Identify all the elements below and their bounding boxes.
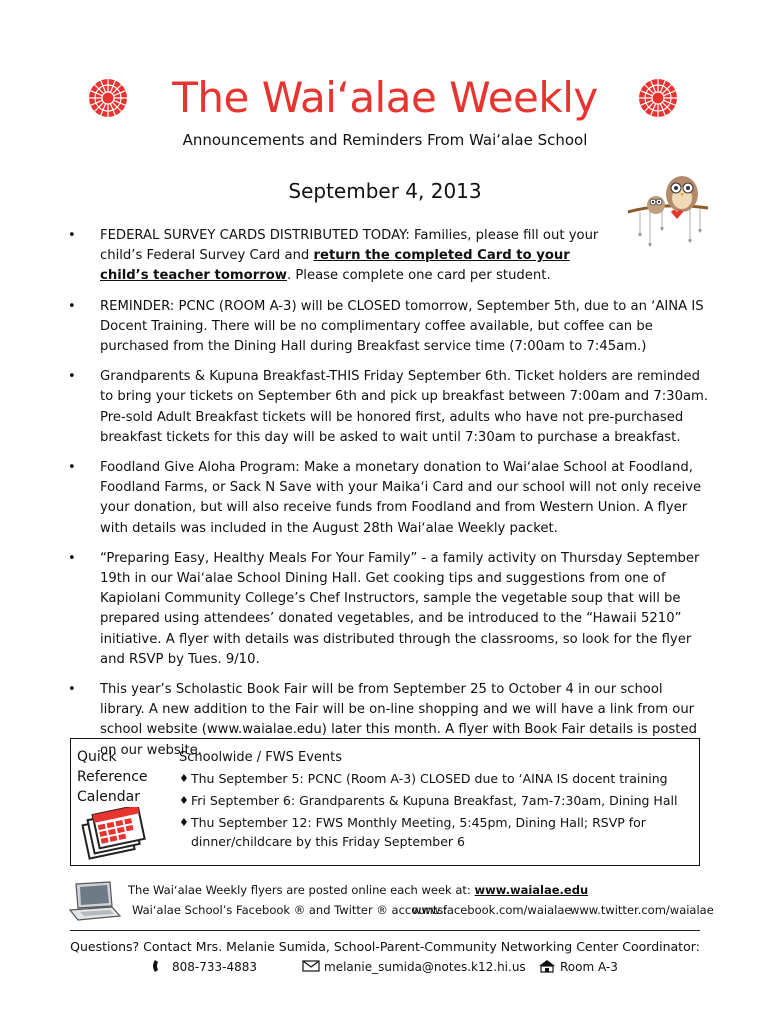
announcement-emphasis: return the completed Card to your child’s teacher tomorrow [100, 248, 570, 284]
room-icon [538, 959, 556, 973]
announcement-item [60, 297, 710, 358]
event-item: ♦ Thu September 5: PCNC (Room A-3) CLOSED due to ʻAINA IS docent training [179, 771, 668, 786]
bullet-icon: • [68, 369, 76, 385]
announcement-text: . Please complete one card per student. [286, 268, 551, 284]
contact-room: Room A-3 [538, 958, 618, 976]
twitter-link[interactable]: www.twitter.com/waialae [570, 903, 714, 917]
laptop-icon [66, 880, 122, 922]
email-icon [302, 959, 320, 973]
contact-questions: Questions? Contact Mrs. Melanie Sumida, School-Parent-Community Networking Center Coordinator: [70, 939, 700, 954]
phone-icon [150, 959, 168, 973]
facebook-link[interactable]: www.facebook.com/waialae [412, 903, 572, 917]
contact-email: melanie_sumida@notes.k12.hi.us [302, 958, 526, 976]
quick-reference-calendar [70, 738, 700, 866]
quick-reference-label: Quick Reference Calendar [77, 749, 148, 805]
bullet-icon: • [68, 682, 76, 698]
social-accounts: Waiʻalae School’s Facebook ® and Twitter ® accounts: www.facebook.com/waialae www.twitter.com/waialae [132, 903, 714, 917]
contact-phone: 808-733-4883 [150, 958, 257, 976]
divider [70, 930, 700, 931]
bullet-icon: • [68, 460, 76, 476]
announcement-text: REMINDER: PCNC (ROOM A-3) will be CLOSED tomorrow, September 5th, due to an ʻAINA IS Docent Training. There will be no complimentary coffee available, but coffee can be purchased from the Dining Hall during Breakfast service time (7:00am to 7:45am.) [100, 298, 704, 355]
announcement-item [60, 367, 710, 448]
bullet-icon: • [68, 550, 76, 566]
school-website-link[interactable]: www.waialae.edu [474, 883, 589, 897]
flower-icon [636, 76, 680, 120]
bullet-icon: • [68, 228, 76, 243]
announcement-text: Foodland Give Aloha Program: Make a monetary donation to Waiʻalae School at Foodland, Foodland Farms, or Sack N Save with your Maikaʻi Card and our school will not only receive your donation, but will also receive funds from Foodland and from Western Union. A flyer with details was included in the August 28th Waiʻalae Weekly packet. [100, 460, 702, 536]
announcement-item [60, 226, 710, 287]
contact-details [0, 958, 770, 978]
announcement-text: FEDERAL SURVEY CARDS DISTRIBUTED TODAY: Families, please fill out your child’s Federal Survey Card and [100, 228, 599, 264]
diamond-bullet-icon: ♦ [179, 772, 189, 785]
event-list [179, 769, 694, 854]
newsletter-title: The Waiʻalae Weekly [172, 73, 598, 122]
online-info [0, 880, 770, 924]
calendar-icon [79, 807, 149, 861]
announcement-item [60, 458, 710, 539]
announcement-text: Grandparents & Kupuna Breakfast-THIS Friday September 6th. Ticket holders are reminded to bring your tickets on September 6th and pick up breakfast between 7:00am and 7:30am. Pre-sold Adult Breakfast tickets will be honored first, adults who have not pre-purchased breakfast tickets for this day will be asked to wait until 7:30am to purchase a breakfast. [100, 369, 709, 445]
event-item: ♦ Thu September 12: FWS Monthly Meeting, 5:45pm, Dining Hall; RSVP for dinner/childcare by this Friday September 6 [179, 815, 646, 849]
event-item: ♦ Fri September 6: Grandparents & Kupuna Breakfast, 7am-7:30am, Dining Hall [179, 793, 678, 808]
issue-date: September 4, 2013 [288, 179, 482, 203]
announcement-item [60, 549, 710, 670]
bullet-icon: • [68, 298, 76, 314]
quick-reference-heading: Schoolwide / FWS Events [179, 750, 343, 765]
flyers-online-note: The Waiʻalae Weekly flyers are posted online each week at: www.waialae.edu [128, 883, 589, 897]
diamond-bullet-icon: ♦ [179, 794, 189, 807]
announcement-text: This year’s Scholastic Book Fair will be from September 25 to October 4 in our school library. A new addition to the Fair will be on-line shopping and we will have a link from our school website (www.waialae.edu) later this month. A flyer with Book Fair details is posted on our website. [100, 682, 697, 758]
newsletter-subtitle: Announcements and Reminders From Waiʻalae School [182, 131, 588, 149]
diamond-bullet-icon: ♦ [179, 816, 189, 829]
masthead [0, 72, 770, 128]
announcement-text: “Preparing Easy, Healthy Meals For Your Family” - a family activity on Thursday September 19th in our Waiʻalae School Dining Hall. Get cooking tips and suggestions from one of Kapiolani Community College’s Chef Instructors, sample the vegetable soup that will be prepared using attendees’ donated vegetables, and be introduced to the “Hawaii 5210” initiative. A flyer with details was distributed through the classrooms, so look for the flyer and RSVP by Tues. 9/10. [100, 550, 700, 667]
announcement-list [60, 226, 710, 771]
